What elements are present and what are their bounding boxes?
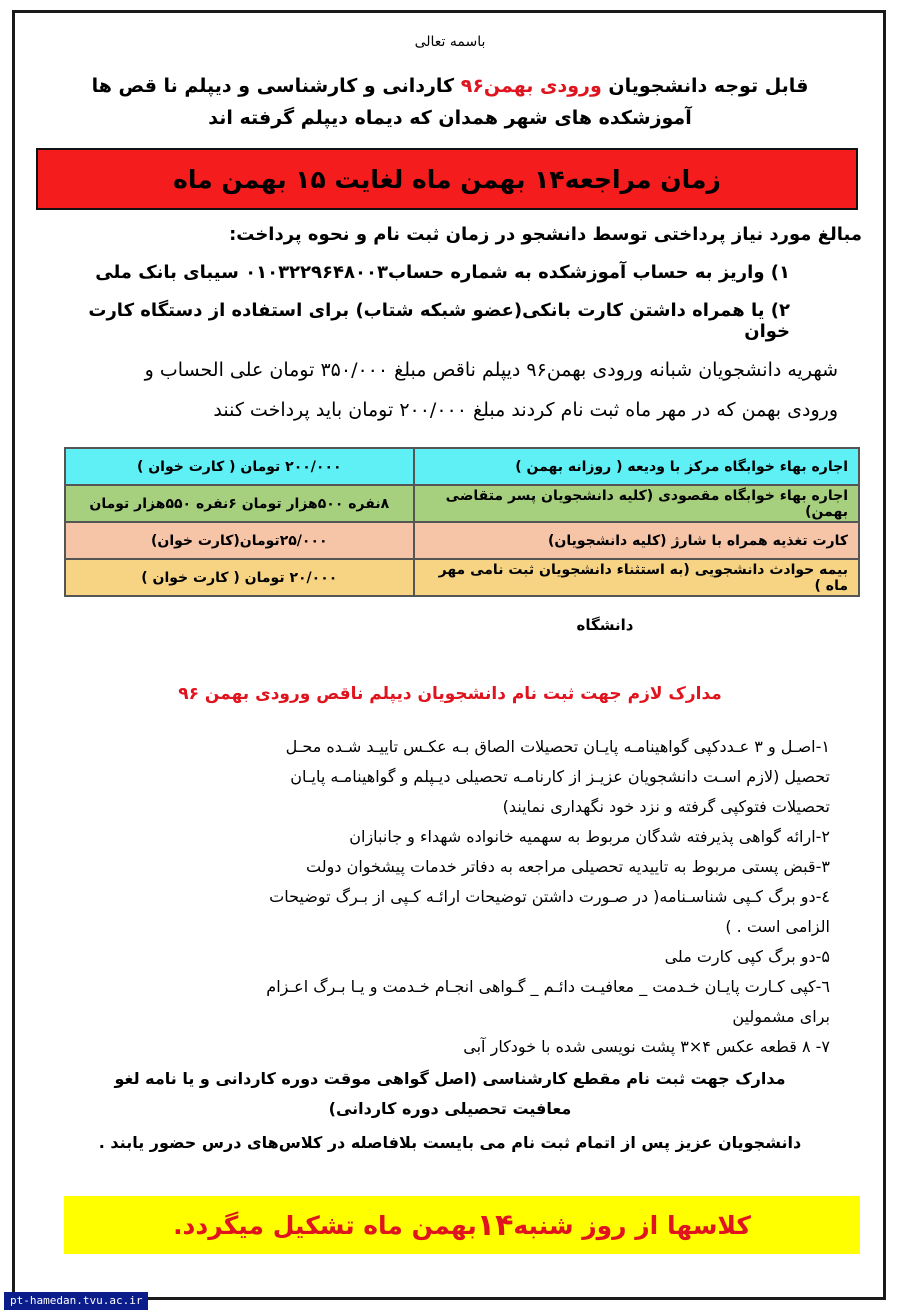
payment-option-2: ۲) یا همراه داشتن کارت بانکی(عضو شبکه شتاب) برای استفاده از دستگاه کارت خوان [88, 300, 790, 342]
headline-line-2: آموزشکده های شهر همدان که دیماه دیپلم گرفته اند [208, 107, 692, 129]
university-label: دانشگاه [576, 616, 634, 634]
document-item: تحصیلات فتوکپی گرفته و نزد خود نگهداری نمایند) [502, 797, 830, 816]
headline-text-2: کاردانی و کارشناسی و دیپلم نا قص ها [91, 75, 461, 97]
document-item: ۱-اصـل و ۳ عـددکپی گواهینامـه پایـان تحصیلات الصاق بـه عکـس تاییـد شـده محـل [285, 737, 830, 756]
tuition-text [48, 350, 838, 430]
fees-table [64, 447, 860, 597]
headline [60, 70, 840, 134]
tuition-line-2: ورودی بهمن که در مهر ماه ثبت نام کردند مبلغ ۲۰۰/۰۰۰ تومان باید پرداخت کنند [213, 399, 838, 421]
document-item: ٤-دو برگ کـپی شناسـنامه( در صـورت داشتن توضیحات ارائـه کـپی از بـرگ توضیحات [269, 887, 830, 906]
headline-line-1 [60, 70, 840, 102]
fee-row [65, 559, 859, 596]
headline-intake: ورودی بهمن۹۶ [460, 75, 602, 97]
fee-row [65, 522, 859, 559]
documents-list [70, 732, 830, 1158]
fee-label: بیمه حوادث دانشجویی (به استثناء دانشجویان ثبت نامی مهر ماه ) [414, 559, 859, 596]
fee-label: اجاره بهاء خوابگاه مقصودی (کلیه دانشجویان پسر متقاضی بهمن) [414, 485, 859, 522]
tuition-line-1: شهریه دانشجویان شبانه ورودی بهمن۹۶ دیپلم ناقص مبلغ ۳۵۰/۰۰۰ تومان علی الحساب و [144, 359, 838, 381]
document-item: الزامی است . ) [725, 917, 830, 936]
classes-start-banner [64, 1196, 860, 1254]
fee-label: کارت تغذیه همراه با شارژ (کلیه دانشجویان) [414, 522, 859, 559]
bachelor-docs-line-2: معافیت تحصیلی دوره کاردانی) [328, 1099, 572, 1118]
document-item: ۷- ۸ قطعه عکس ۴×۳ پشت نویسی شده با خودکار آبی [463, 1037, 830, 1056]
site-url-tag[interactable]: pt-hamedan.tvu.ac.ir [4, 1292, 148, 1310]
documents-title: مدارک لازم جهت ثبت نام دانشجویان دیپلم ناقص ورودی بهمن ۹۶ [178, 684, 722, 704]
fee-label: اجاره بهاء خوابگاه مرکز با ودیعه ( روزانه بهمن ) [414, 448, 859, 485]
fee-price: ۲۰/۰۰۰ تومان ( کارت خوان ) [65, 559, 414, 596]
visit-time-banner: زمان مراجعه۱۴ بهمن ماه لغایت ۱۵ بهمن ماه [36, 148, 858, 210]
document-item: تحصیل (لازم اسـت دانشجویان عزیـز از کارنامـه تحصیلی دیـپلم و گواهینامـه پایـان [290, 767, 830, 786]
fee-row [65, 448, 859, 485]
fee-row [65, 485, 859, 522]
headline-text-1: قابل توجه دانشجویان [601, 75, 809, 97]
fee-price: ۸نفره ۵۰۰هزار تومان ۶نفره ۵۵۰هزار تومان [65, 485, 414, 522]
document-item: برای مشمولین [732, 1007, 830, 1026]
document-item: ۲-ارائه گواهی پذیرفته شدگان مربوط به سهمیه خانواده شهداء و جانبازان [349, 827, 830, 846]
payment-option-1: ۱) واریز به حساب آموزشکده به شماره حساب۰۱۰۳۲۲۹۶۴۸۰۰۳ سیبای بانک ملی [95, 262, 790, 283]
classes-start-day: ۱۴ [476, 1207, 514, 1243]
document-item: ۵-دو برگ کپی کارت ملی [664, 947, 830, 966]
payment-title: مبالغ مورد نیاز پرداختی توسط دانشجو در زمان ثبت نام و نحوه پرداخت: [229, 224, 862, 245]
fee-price: ۲۵/۰۰۰تومان(کارت خوان) [65, 522, 414, 559]
classes-start-text-2: بهمن ماه تشکیل میگردد. [173, 1210, 477, 1240]
document-item: ۳-قبض پستی مربوط به تاییدیه تحصیلی مراجعه به دفاتر خدمات پیشخوان دولت [306, 857, 830, 876]
attendance-note: دانشجویان عزیز پس از اتمام ثبت نام می بایست بلافاصله در کلاس‌های درس حضور یابند . [98, 1133, 802, 1152]
fee-price: ۲۰۰/۰۰۰ تومان ( کارت خوان ) [65, 448, 414, 485]
classes-start-text-1: کلاسها از روز شنبه [513, 1210, 751, 1240]
bismillah: باسمه تعالی [414, 34, 486, 50]
document-item: ٦-کپی کـارت پایـان خـدمت _ معافیـت دائـم _ گـواهی انجـام خـدمت و یـا بـرگ اعـزام [266, 977, 830, 996]
bachelor-docs-line-1: مدارک جهت ثبت نام مقطع کارشناسی (اصل گواهی موقت دوره کاردانی و یا نامه لغو [114, 1069, 786, 1088]
